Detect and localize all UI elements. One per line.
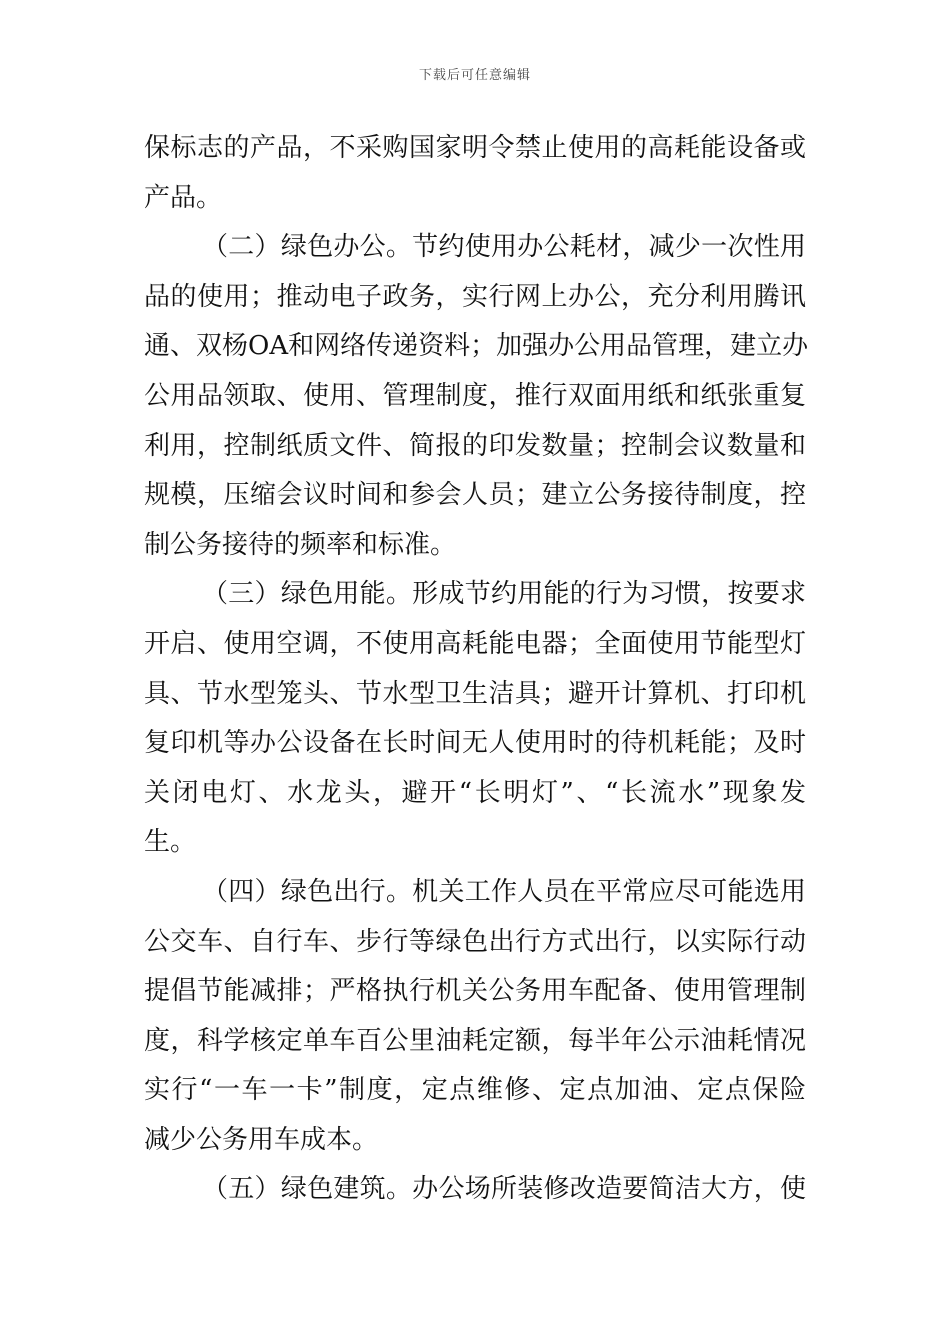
paragraph-first-line: （五）绿色建筑。办公场所装修改造要简洁大方，使	[202, 1174, 806, 1205]
text-line: 品的使用；推动电子政务，实行网上办公，充分利用腾讯	[144, 281, 806, 312]
text-line: 公交车、自行车、步行等绿色出行方式出行，以实际行动	[144, 926, 806, 957]
text-line: 保标志的产品，不采购国家明令禁止使用的高耗能设备或	[144, 133, 806, 163]
text-line: 减少公务用车成本。	[144, 1124, 379, 1155]
text-line: 公用品领取、使用、管理制度，推行双面用纸和纸张重复	[144, 380, 806, 411]
text-line: 利用，控制纸质文件、简报的印发数量；控制会议数量和	[144, 430, 806, 461]
document-body	[144, 124, 809, 1215]
text-line: 生。	[144, 827, 197, 858]
text-line: 具、节水型笼头、节水型卫生洁具；避开计算机、打印机	[144, 678, 806, 709]
text-line: 度，科学核定单车百公里油耗定额，每半年公示油耗情况	[144, 1025, 806, 1056]
text-line: 提倡节能减排；严格执行机关公务用车配备、使用管理制	[144, 976, 806, 1007]
page-header: 下载后可任意编辑	[418, 68, 531, 83]
text-line: 关闭电灯、水龙头，避开“长明灯”、“长流水”现象发	[144, 777, 806, 808]
paragraph-first-line: （四）绿色出行。机关工作人员在平常应尽可能选用	[202, 876, 806, 907]
text-line: 复印机等办公设备在长时间无人使用时的待机耗能；及时	[144, 728, 806, 759]
text-line: 产品。	[144, 182, 223, 213]
text-line: 实行“一车一卡”制度，定点维修、定点加油、定点保险	[144, 1075, 806, 1106]
text-line: 开启、使用空调，不使用高耗能电器；全面使用节能型灯	[144, 628, 806, 659]
text-line: 通、双杨OA和网络传递资料；加强办公用品管理，建立办	[144, 331, 809, 362]
text-line: 制公务接待的频率和标准。	[144, 529, 457, 560]
text-line: 规模，压缩会议时间和参会人员；建立公务接待制度，控	[144, 480, 806, 511]
paragraph-first-line: （三）绿色用能。形成节约用能的行为习惯，按要求	[202, 579, 806, 610]
paragraph-first-line: （二）绿色办公。节约使用办公耗材，减少一次性用	[202, 232, 806, 263]
